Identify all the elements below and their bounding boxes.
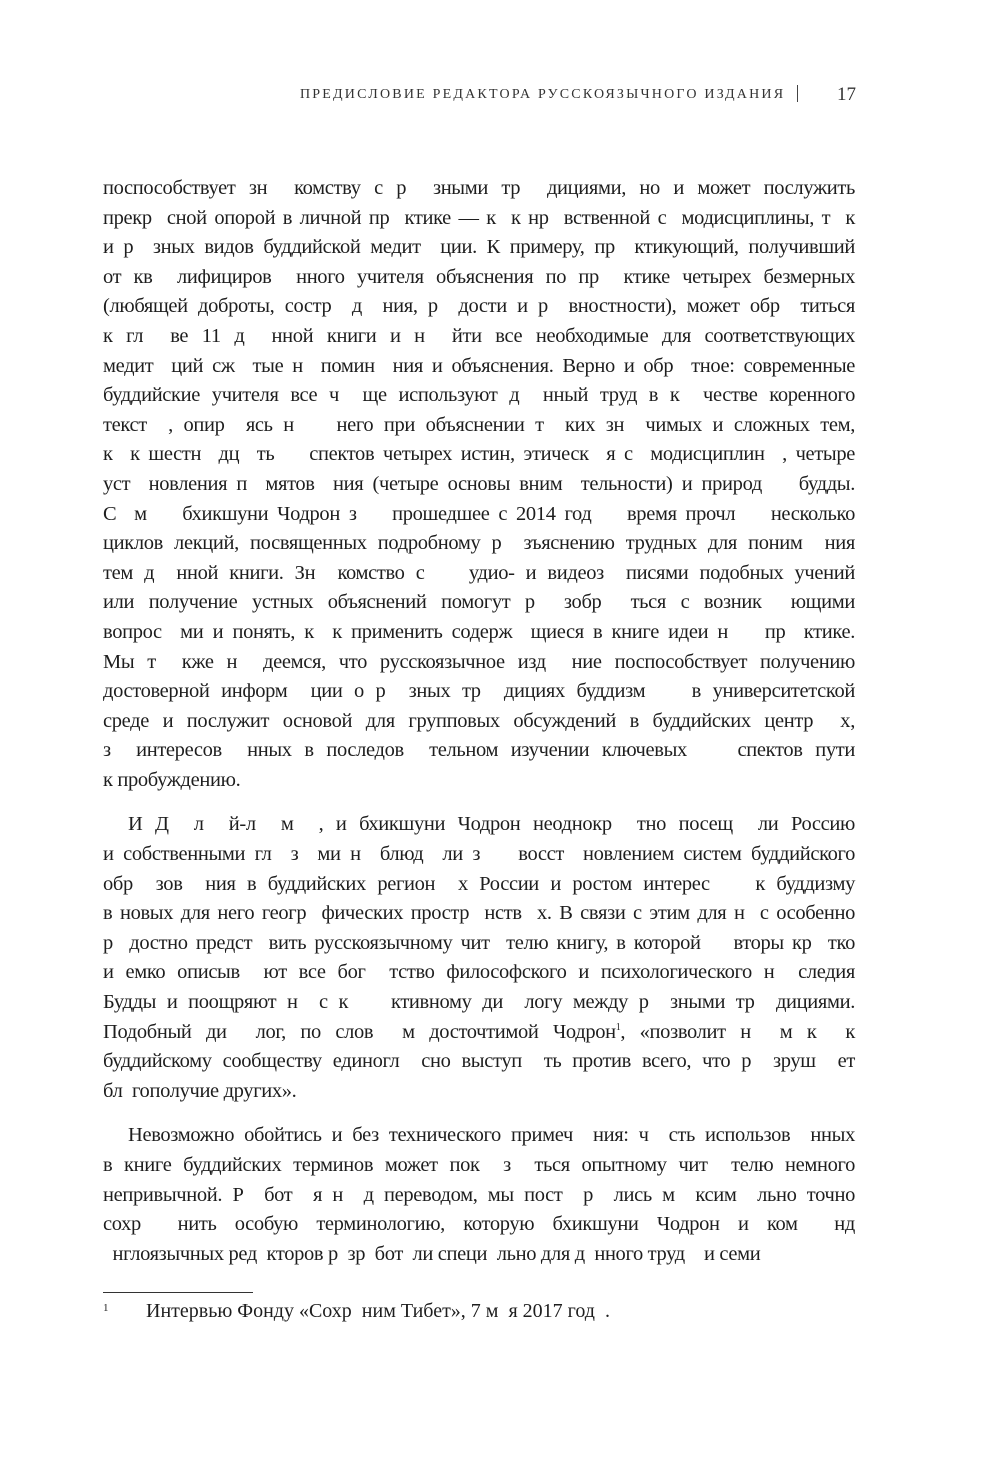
text-line: [103, 648, 855, 678]
line-text: и р зных видов буддийской медит ции. К примеру, пр ктикующий, получивший: [103, 236, 855, 259]
text-line: [103, 988, 855, 1018]
text-line: [103, 411, 855, 441]
text-line: [103, 322, 855, 352]
line-text: тем д нной книги. Зн комство с удио- и видеоз писями подобных учений: [103, 561, 855, 584]
footnote-rule: [103, 1292, 253, 1293]
line-text: з интересов нных в последов тельном изучении ключевых спектов пути: [103, 739, 855, 762]
text-line: [103, 1121, 855, 1151]
paragraph: [103, 174, 855, 795]
line-text: текст , опир ясь н него при объяснении т ких зн чимых и сложных тем,: [103, 413, 855, 436]
text-line: [103, 736, 855, 766]
line-text: медит ций сж тые н помин ния и объяснения. Верно и обр тное: современные: [103, 354, 855, 377]
text-line: [103, 440, 855, 470]
line-text: Будды и поощряют н с к ктивному ди логу между р зными тр дициями.: [103, 991, 855, 1014]
line-text: бл гополучие других».: [103, 1079, 297, 1102]
line-text: непривычной. Р бот я н д переводом, мы пост р лись м ксим льно точно: [103, 1183, 855, 1206]
text-line: [103, 929, 855, 959]
line-text: С м бхикшуни Чодрон з прошедшее с 2014 год время прочл несколько: [103, 502, 855, 525]
text-line: [103, 529, 855, 559]
line-text: Подобный ди лог, по слов м досточтимой Чодрон: [103, 1020, 616, 1043]
line-text: Невозможно обойтись и без технического примеч ния: ч сть использов нных: [128, 1124, 855, 1147]
text-line: [103, 1047, 855, 1077]
text-line: [103, 677, 855, 707]
text-line: [103, 470, 855, 500]
line-text: от кв лифициров нного учителя объяснения по пр ктике четырех безмерных: [103, 265, 855, 288]
text-line: [103, 1210, 855, 1240]
line-text: среде и послужит основой для групповых обсуждений в буддийских центр х,: [103, 709, 855, 732]
line-text: буддийскому сообществу единогл сно выступ ть против всего, что р зруш ет: [103, 1050, 855, 1073]
text-line: [103, 381, 855, 411]
text-line: [103, 766, 855, 796]
line-text: к пробуждению.: [103, 768, 241, 791]
line-text: Мы т кже н деемся, что русскоязычное изд ние поспособствует получению: [103, 650, 855, 673]
line-text: в книге буддийских терминов может пок з ться опытному чит телю немного: [103, 1154, 855, 1176]
page-number: 17: [837, 84, 856, 105]
text-line: [103, 1151, 855, 1181]
line-text: поспособствует зн комству с р зными тр дициями, но и может послужить: [103, 177, 855, 199]
header-divider: [797, 85, 798, 102]
text-line: [103, 292, 855, 322]
text-line: [103, 1018, 855, 1048]
line-text: к к шестн дц ть спектов четырех истин, этическ я с модисциплин , четыре: [103, 443, 855, 466]
text-line: [103, 233, 855, 263]
line-text: и собственными гл з ми н блюд ли з восст новлением систем буддийского: [103, 843, 855, 866]
line-text: или получение устных объяснений помогут р зобр ться с возник ющими: [103, 591, 855, 614]
footnote-reference[interactable]: 1: [615, 1021, 621, 1033]
line-text: обр зов ния в буддийских регион х России и ростом интерес к буддизму: [103, 872, 855, 895]
text-line: [103, 1240, 855, 1270]
line-text: в новых для него геогр фических простр нств х. В связи с этим для н с особенно: [103, 902, 855, 925]
text-line: [103, 899, 855, 929]
text-line: [103, 588, 855, 618]
line-text: сохр нить особую терминологию, которую бхикшуни Чодрон и ком нд: [103, 1213, 855, 1236]
text-line: [103, 958, 855, 988]
text-line: [103, 204, 855, 234]
line-text: нглоязычных ред кторов р зр бот ли специ льно для д нного труд и семи: [103, 1242, 761, 1265]
text-line: [103, 1077, 855, 1107]
paragraph: [103, 810, 855, 1106]
body-text: [103, 174, 855, 1284]
line-text: циклов лекций, посвященных подробному р зъяснению трудных для поним ния: [103, 532, 855, 555]
footnote-mark: 1: [103, 1302, 109, 1314]
line-text: к гл ве 11 д нной книги и н йти все необходимые для соответствующих: [103, 324, 855, 347]
text-line: [103, 263, 855, 293]
line-text: р достно предст вить русскоязычному чит телю книгу, в которой вторы кр тко: [103, 931, 855, 954]
running-header: [300, 84, 856, 108]
line-text: прекр сной опорой в личной пр ктике — к к нр вственной с модисциплины, т к: [103, 206, 855, 229]
running-title: ПРЕДИСЛОВИЕ РЕДАКТОРА РУССКОЯЗЫЧНОГО ИЗДАНИЯ: [300, 87, 786, 102]
text-line: [103, 840, 855, 870]
line-text: вопрос ми и понять, к к применить содерж щиеся в книге идеи н пр ктике.: [103, 620, 855, 643]
text-line: [103, 500, 855, 530]
line-text: уст новления п мятов ния (четыре основы вним тельности) и природ будды.: [103, 472, 855, 495]
line-text: достоверной информ ции о р зных тр дициях буддизм в университетской: [103, 680, 855, 703]
text-line: [103, 707, 855, 737]
text-line: [103, 174, 855, 204]
footnote: [103, 1300, 610, 1369]
text-line: [103, 870, 855, 900]
line-text: , «позволит н м к к: [620, 1020, 855, 1043]
footnote-text: Интервью Фонду «Сохр ним Тибет», 7 м я 2017 год .: [146, 1300, 610, 1322]
text-line: [103, 1181, 855, 1211]
text-line: [103, 559, 855, 589]
text-line: [103, 618, 855, 648]
line-text: (любящей доброты, состр д ния, р дости и р вностности), может обр титься: [103, 295, 855, 318]
line-text: и емко описыв ют все бог тство философского и психологического н следия: [103, 961, 855, 984]
line-text: И Д л й-л м , и бхикшуни Чодрон неоднокр тно посещ ли Россию: [128, 813, 855, 836]
paragraph: [103, 1121, 855, 1269]
line-text: буддийские учителя все ч ще используют д нный труд в к честве коренного: [103, 384, 855, 407]
text-line: [103, 810, 855, 840]
text-line: [103, 352, 855, 382]
